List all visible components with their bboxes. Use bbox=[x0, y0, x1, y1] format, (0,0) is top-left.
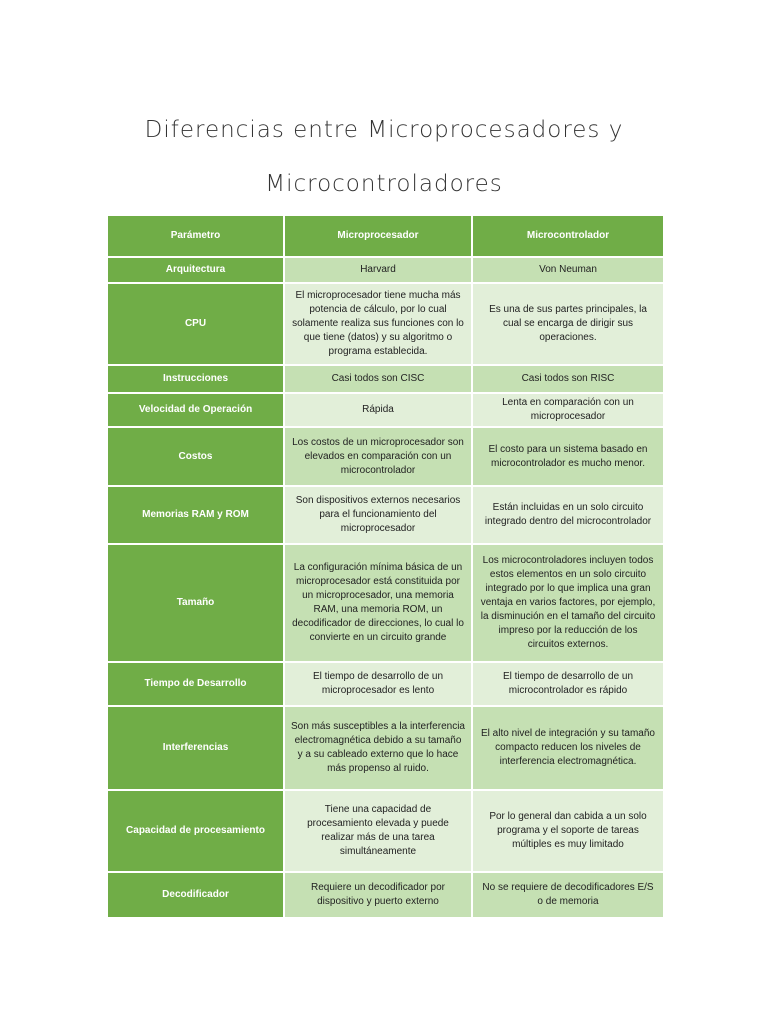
row-param: CPU bbox=[107, 283, 284, 365]
cell-microcontrolador: Están incluidas en un solo circuito integrado dentro del microcontrolador bbox=[472, 486, 664, 544]
table-row bbox=[107, 544, 664, 662]
title-line-1: Diferencias entre Microprocesadores y bbox=[144, 117, 624, 144]
cell-microcontrolador: Von Neuman bbox=[472, 257, 664, 283]
row-param: Tiempo de Desarrollo bbox=[107, 662, 284, 706]
table-row bbox=[107, 283, 664, 365]
cell-microcontrolador: Por lo general dan cabida a un solo programa y el soporte de tareas múltiples es muy limitado bbox=[472, 790, 664, 872]
cell-microcontrolador: El tiempo de desarrollo de un microcontrolador es rápido bbox=[472, 662, 664, 706]
row-param: Memorias RAM y ROM bbox=[107, 486, 284, 544]
cell-microprocesador: Tiene una capacidad de procesamiento elevada y puede realizar más de una tarea simultáneamente bbox=[284, 790, 472, 872]
cell-microprocesador: Casi todos son CISC bbox=[284, 365, 472, 393]
cell-microcontrolador: El alto nivel de integración y su tamaño compacto reducen los niveles de interferencia electromagnética. bbox=[472, 706, 664, 790]
cell-microcontrolador: El costo para un sistema basado en microcontrolador es mucho menor. bbox=[472, 427, 664, 486]
table-row bbox=[107, 486, 664, 544]
row-param: Instrucciones bbox=[107, 365, 284, 393]
table-row bbox=[107, 257, 664, 283]
table-header-row bbox=[107, 215, 664, 257]
cell-microprocesador: El microprocesador tiene mucha más potencia de cálculo, por lo cual solamente realiza sus funciones con lo que tiene (datos) y su algoritmo o programa establecida. bbox=[284, 283, 472, 365]
cell-microcontrolador: Casi todos son RISC bbox=[472, 365, 664, 393]
table-row bbox=[107, 872, 664, 918]
table-row bbox=[107, 662, 664, 706]
cell-microcontrolador: Los microcontroladores incluyen todos estos elementos en un solo circuito integrado por lo que implica una gran ventaja en varios factores, por ejemplo, la disminución en el tamaño del circuito impreso por la reducción de los circuitos externos. bbox=[472, 544, 664, 662]
header-microprocesador: Microprocesador bbox=[284, 215, 472, 257]
page-title bbox=[0, 103, 768, 211]
table-row bbox=[107, 393, 664, 427]
row-param: Velocidad de Operación bbox=[107, 393, 284, 427]
row-param: Costos bbox=[107, 427, 284, 486]
row-param: Arquitectura bbox=[107, 257, 284, 283]
cell-microprocesador: Requiere un decodificador por dispositivo y puerto externo bbox=[284, 872, 472, 918]
cell-microprocesador: Rápida bbox=[284, 393, 472, 427]
cell-microcontrolador: Lenta en comparación con un microprocesador bbox=[472, 393, 664, 427]
header-microcontrolador: Microcontrolador bbox=[472, 215, 664, 257]
title-line-2: Microcontroladores bbox=[265, 171, 503, 198]
row-param: Tamaño bbox=[107, 544, 284, 662]
header-parametro: Parámetro bbox=[107, 215, 284, 257]
cell-microcontrolador: No se requiere de decodificadores E/S o de memoria bbox=[472, 872, 664, 918]
table-row bbox=[107, 706, 664, 790]
cell-microprocesador: Son dispositivos externos necesarios para el funcionamiento del microprocesador bbox=[284, 486, 472, 544]
row-param: Decodificador bbox=[107, 872, 284, 918]
cell-microprocesador: Harvard bbox=[284, 257, 472, 283]
table-row bbox=[107, 427, 664, 486]
cell-microprocesador: Los costos de un microprocesador son elevados en comparación con un microcontrolador bbox=[284, 427, 472, 486]
cell-microprocesador: La configuración mínima básica de un microprocesador está constituida por un microprocesador, una memoria RAM, una memoria ROM, un decodificador de direcciones, lo cual lo convierte en un circuito grande bbox=[284, 544, 472, 662]
cell-microprocesador: Son más susceptibles a la interferencia electromagnética debido a su tamaño y a su cableado externo que lo hace más propenso al ruido. bbox=[284, 706, 472, 790]
table-row bbox=[107, 790, 664, 872]
row-param: Capacidad de procesamiento bbox=[107, 790, 284, 872]
row-param: Interferencias bbox=[107, 706, 284, 790]
comparison-table bbox=[106, 214, 665, 919]
cell-microcontrolador: Es una de sus partes principales, la cual se encarga de dirigir sus operaciones. bbox=[472, 283, 664, 365]
cell-microprocesador: El tiempo de desarrollo de un microprocesador es lento bbox=[284, 662, 472, 706]
table-row bbox=[107, 365, 664, 393]
